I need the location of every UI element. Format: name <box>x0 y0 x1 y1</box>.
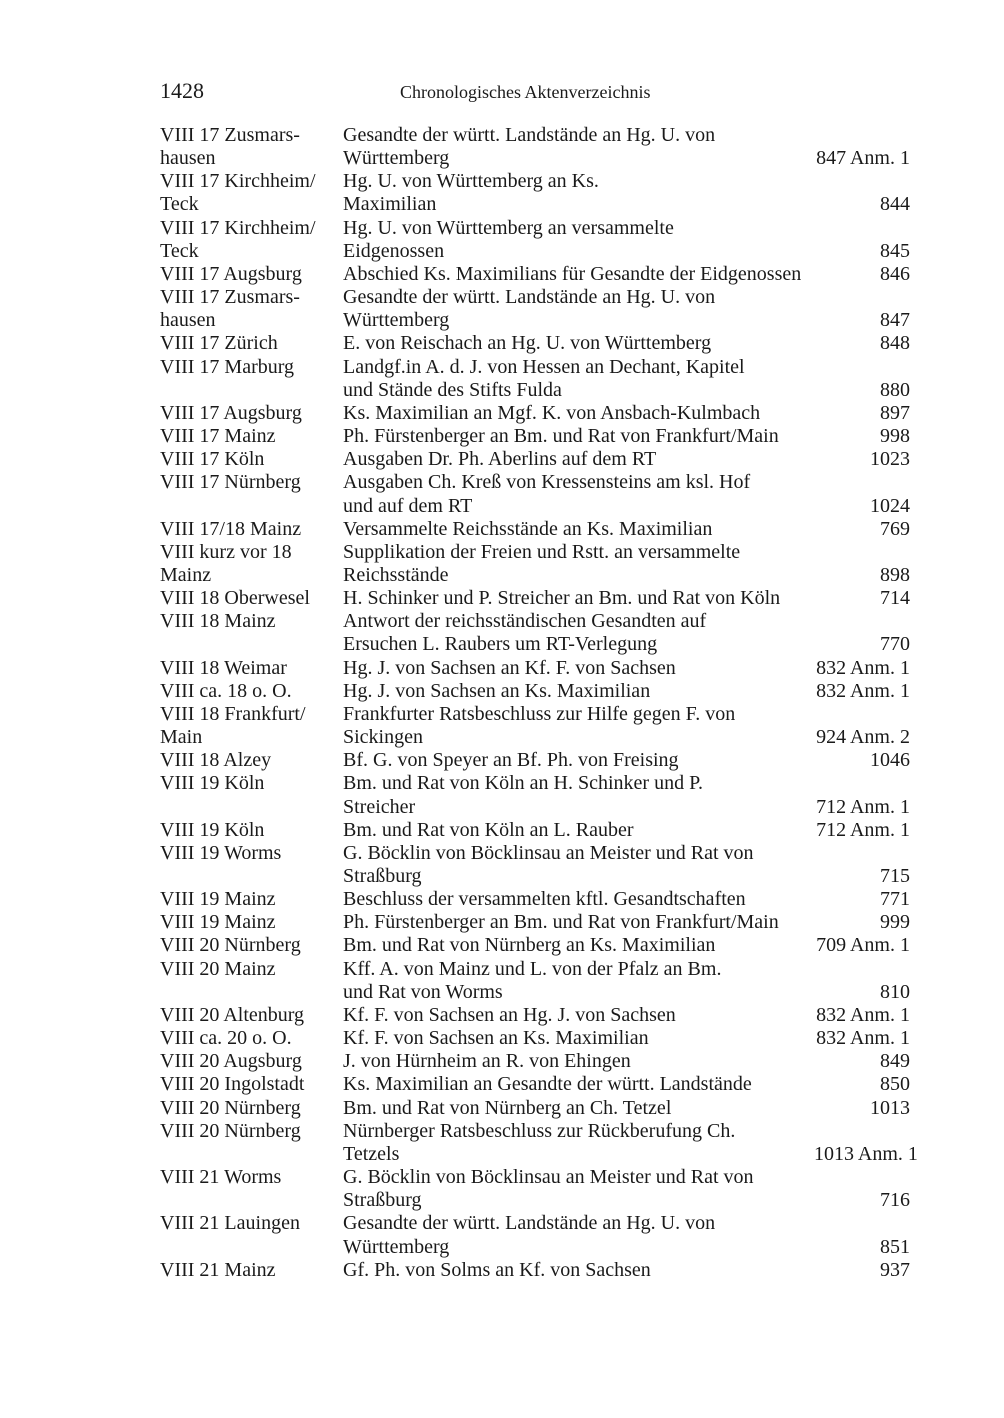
entry-date: VIII 20 Nürnberg <box>160 1096 301 1119</box>
register-entry <box>160 448 910 471</box>
entry-date: VIII 18 Alzey <box>160 749 272 772</box>
register-entry <box>160 1027 910 1050</box>
entry-reference: 851 <box>880 1235 910 1258</box>
entry-description: Beschluss der versammelten kftl. Gesandtschaften <box>343 888 746 911</box>
register-entry <box>160 958 910 1004</box>
entry-description: G. Böcklin von Böcklinsau an Meister und Rat von Straßburg <box>343 841 754 887</box>
entry-date: VIII 17 Nürnberg <box>160 471 301 494</box>
entry-date: VIII 20 Nürnberg <box>160 1119 301 1142</box>
entry-description: Bm. und Rat von Nürnberg an Ch. Tetzel <box>343 1096 672 1119</box>
entry-description: Bm. und Rat von Köln an H. Schinker und P. Streicher <box>343 772 703 818</box>
entry-description: Ks. Maximilian an Gesandte der württ. Landstände <box>343 1073 752 1096</box>
entry-reference: 1013 <box>870 1096 910 1119</box>
entry-description: Gesandte der württ. Landstände an Hg. U. von Württemberg <box>343 1212 716 1258</box>
entry-description: Ph. Fürstenberger an Bm. und Rat von Frankfurt/Main <box>343 425 779 448</box>
entry-date: VIII 19 Köln <box>160 772 265 795</box>
register-entry <box>160 518 910 541</box>
entry-description: J. von Hürnheim an R. von Ehingen <box>343 1050 631 1073</box>
entry-reference: 849 <box>880 1050 910 1073</box>
register-entry <box>160 934 910 957</box>
register-entry <box>160 819 910 842</box>
entry-reference: 897 <box>880 401 910 424</box>
entry-date: VIII 17 Marburg <box>160 355 295 378</box>
register-entry <box>160 772 910 818</box>
entry-reference: 844 <box>880 193 910 216</box>
page-number: 1428 <box>160 78 204 103</box>
entry-reference: 769 <box>880 517 910 540</box>
entry-reference: 1023 <box>870 448 910 471</box>
register-entry <box>160 1259 910 1282</box>
entry-description: Gesandte der württ. Landstände an Hg. U. von Württemberg <box>343 124 716 170</box>
entry-description: Versammelte Reichsstände an Ks. Maximilian <box>343 517 713 540</box>
entry-description: Ausgaben Ch. Kreß von Kressensteins am ksl. Hof und auf dem RT <box>343 471 751 517</box>
entry-reference: 771 <box>880 888 910 911</box>
entry-description: Bm. und Rat von Nürnberg an Ks. Maximilian <box>343 934 716 957</box>
entry-reference: 832 Anm. 1 <box>816 679 910 702</box>
register-entry <box>160 425 910 448</box>
entry-reference: 998 <box>880 425 910 448</box>
entry-date: VIII 21 Lauingen <box>160 1212 300 1235</box>
entry-reference: 832 Anm. 1 <box>816 1003 910 1026</box>
entry-reference: 845 <box>880 239 910 262</box>
entry-reference: 714 <box>880 587 910 610</box>
entry-description: Hg. U. von Württemberg an Ks. Maximilian <box>343 170 599 216</box>
register-entry <box>160 1097 910 1120</box>
entry-date: VIII 17 Köln <box>160 448 265 471</box>
entry-reference: 810 <box>880 980 910 1003</box>
register-entry <box>160 657 910 680</box>
entry-date: VIII 17 Kirchheim/ Teck <box>160 170 316 216</box>
entry-reference: 715 <box>880 865 910 887</box>
register-entry <box>160 286 910 332</box>
entry-date: VIII 21 Worms <box>160 1166 282 1189</box>
entry-date: VIII 17 Zusmars- hausen <box>160 286 300 332</box>
register-entry <box>160 842 910 888</box>
entry-reference: 847 Anm. 1 <box>816 147 910 170</box>
register-entry <box>160 911 910 934</box>
entry-date: VIII 19 Köln <box>160 818 265 841</box>
entry-reference: 850 <box>880 1073 910 1096</box>
register-entry <box>160 703 910 749</box>
entry-description: Ph. Fürstenberger an Bm. und Rat von Frankfurt/Main <box>343 911 779 934</box>
entry-date: VIII 19 Mainz <box>160 911 276 934</box>
entry-reference: 880 <box>880 378 910 401</box>
entry-reference: 846 <box>880 262 910 285</box>
entry-reference: 712 Anm. 1 <box>816 795 910 818</box>
entry-description: Landgf.in A. d. J. von Hessen an Dechant, Kapitel und Stände des Stifts Fulda <box>343 355 745 401</box>
entry-date: VIII 20 Augsburg <box>160 1050 302 1073</box>
entry-date: VIII 17 Kirchheim/ Teck <box>160 216 316 262</box>
register-entry <box>160 1004 910 1027</box>
entry-description: Ks. Maximilian an Mgf. K. von Ansbach-Kulmbach <box>343 401 761 424</box>
register-entry <box>160 356 910 402</box>
entry-description: E. von Reischach an Hg. U. von Württemberg <box>343 332 712 355</box>
register-entry <box>160 402 910 425</box>
entry-date: VIII 18 Frankfurt/ Main <box>160 702 306 749</box>
entry-date: VIII 19 Worms <box>160 841 282 864</box>
entry-description: Gesandte der württ. Landstände an Hg. U. von Württemberg <box>343 286 716 332</box>
entry-reference: 709 Anm. 1 <box>816 934 910 957</box>
register-entry <box>160 610 910 656</box>
entry-reference: 924 Anm. 2 <box>816 726 910 749</box>
entry-reference: 716 <box>880 1189 910 1212</box>
entry-description: Kf. F. von Sachsen an Ks. Maximilian <box>343 1027 649 1050</box>
entry-description: H. Schinker und P. Streicher an Bm. und Rat von Köln <box>343 587 781 610</box>
entry-date: VIII ca. 18 o. O. <box>160 679 292 702</box>
entry-date: VIII 19 Mainz <box>160 888 276 911</box>
entry-date: VIII 20 Ingolstadt <box>160 1073 305 1096</box>
entry-reference: 1046 <box>870 749 910 772</box>
entry-reference: 848 <box>880 332 910 355</box>
page-header <box>160 78 910 108</box>
entry-date: VIII 18 Mainz <box>160 610 276 633</box>
entry-date: VIII 18 Oberwesel <box>160 587 310 610</box>
entry-reference: 832 Anm. 1 <box>816 1027 910 1050</box>
entry-description: Kf. F. von Sachsen an Hg. J. von Sachsen <box>343 1003 676 1026</box>
entry-reference: 937 <box>880 1258 910 1281</box>
register-entry <box>160 471 910 517</box>
entry-description: Abschied Ks. Maximilians für Gesandte der Eidgenossen <box>343 262 802 285</box>
entry-reference: 898 <box>880 563 910 586</box>
register-entry <box>160 587 910 610</box>
entry-description: Bf. G. von Speyer an Bf. Ph. von Freising <box>343 749 679 772</box>
register-entry <box>160 124 910 170</box>
register-entry <box>160 1073 910 1096</box>
register-entry <box>160 263 910 286</box>
register-entry <box>160 170 910 216</box>
register-entry <box>160 541 910 587</box>
register-entry <box>160 888 910 911</box>
entry-description: Bm. und Rat von Köln an L. Rauber <box>343 818 634 841</box>
entry-description: Kff. A. von Mainz und L. von der Pfalz an Bm. und Rat von Worms <box>343 957 722 1003</box>
entry-date: VIII 20 Mainz <box>160 957 276 980</box>
entry-description: Nürnberger Ratsbeschluss zur Rückberufung Ch. Tetzels <box>343 1119 736 1165</box>
entry-reference: 712 Anm. 1 <box>816 818 910 841</box>
register-entry <box>160 1166 910 1212</box>
entry-description: G. Böcklin von Böcklinsau an Meister und Rat von Straßburg <box>343 1166 754 1212</box>
entry-date: VIII 20 Nürnberg <box>160 934 301 957</box>
entry-reference: 832 Anm. 1 <box>816 656 910 679</box>
register-entry <box>160 332 910 355</box>
register-entry <box>160 217 910 263</box>
entry-description: Antwort der reichsständischen Gesandten auf Ersuchen L. Raubers um RT-Verlegung <box>343 610 707 656</box>
entry-date: VIII 17 Augsburg <box>160 262 302 285</box>
entry-description: Hg. J. von Sachsen an Kf. F. von Sachsen <box>343 656 676 679</box>
entry-date: VIII 17 Zusmars- hausen <box>160 124 300 170</box>
entry-description: Ausgaben Dr. Ph. Aberlins auf dem RT <box>343 448 657 471</box>
running-title: Chronologisches Aktenverzeichnis <box>400 82 651 102</box>
register-entry <box>160 1050 910 1073</box>
entry-description: Supplikation der Freien und Rstt. an versammelte Reichsstände <box>343 540 741 586</box>
entry-date: VIII 17/18 Mainz <box>160 517 302 540</box>
entry-description: Frankfurter Ratsbeschluss zur Hilfe gegen F. von Sickingen <box>343 702 736 749</box>
register-entry <box>160 749 910 772</box>
entry-date: VIII 18 Weimar <box>160 656 287 679</box>
entry-date: VIII 20 Altenburg <box>160 1003 305 1026</box>
entry-reference: 1024 <box>870 494 910 517</box>
entry-date: VIII 17 Mainz <box>160 425 276 448</box>
entry-date: VIII kurz vor 18 Mainz <box>160 540 292 586</box>
entry-date: VIII 21 Mainz <box>160 1258 276 1281</box>
entry-reference: 847 <box>880 309 910 332</box>
entry-date: VIII 17 Zürich <box>160 332 278 355</box>
register-entry <box>160 1212 910 1258</box>
entry-reference: 1013 Anm. 1 <box>814 1142 918 1165</box>
entry-date: VIII 17 Augsburg <box>160 401 302 424</box>
entry-description: Gf. Ph. von Solms an Kf. von Sachsen <box>343 1258 651 1281</box>
entry-description: Hg. U. von Württemberg an versammelte Eidgenossen <box>343 216 674 262</box>
entry-reference: 770 <box>880 633 910 656</box>
entry-reference: 999 <box>880 911 910 934</box>
entry-date: VIII ca. 20 o. O. <box>160 1027 292 1050</box>
register-entry <box>160 1119 918 1166</box>
entry-description: Hg. J. von Sachsen an Ks. Maximilian <box>343 679 651 702</box>
register-entry <box>160 680 910 703</box>
register-entries <box>160 124 918 1282</box>
